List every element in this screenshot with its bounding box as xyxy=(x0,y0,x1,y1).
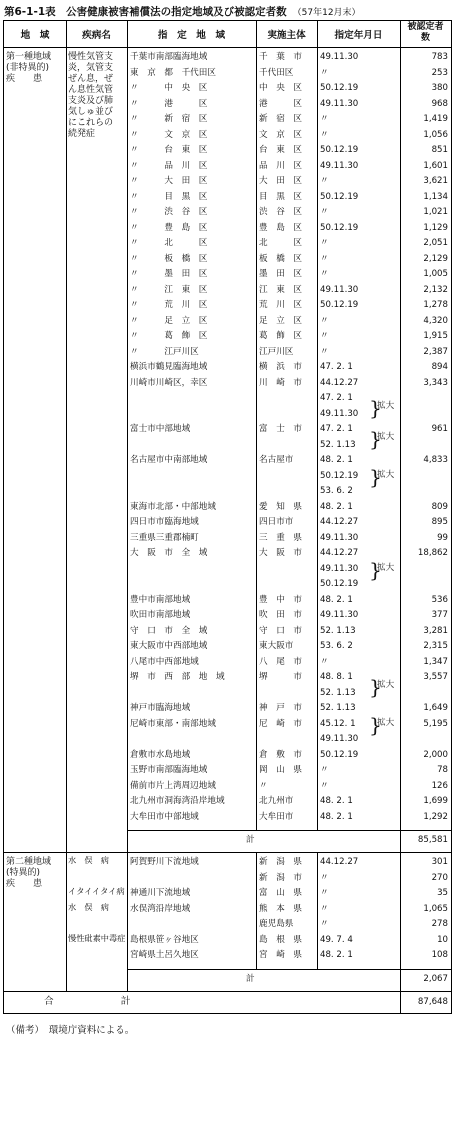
header-disease: 疾病名 xyxy=(82,30,111,41)
count-cell: 809 xyxy=(431,501,448,512)
count-cell: 2,129 xyxy=(423,253,448,264)
date-cell: 50.12.19 xyxy=(320,222,359,233)
header-count: 被認定者 数 xyxy=(407,22,453,43)
date-cell: 〃 xyxy=(320,253,329,264)
column-rule xyxy=(66,21,67,991)
table-title: 第6-1-1表 公害健康被害補償法の指定地域及び被認定者数 （57年12月末） xyxy=(4,6,361,18)
date-cell: 〃 xyxy=(320,129,329,140)
count-cell: 18,862 xyxy=(417,548,448,558)
area-cell: 川崎市川崎区，幸区 xyxy=(130,377,208,388)
date-cell: 49.11.30 xyxy=(320,734,359,744)
area-cell: 備前市片上湾周辺地域 xyxy=(130,780,216,791)
area-cell: 神通川下流地域 xyxy=(130,888,191,898)
count-cell: 2,000 xyxy=(423,749,448,760)
date-cell: 45.12. 1 xyxy=(320,718,356,729)
group-divider xyxy=(4,852,451,853)
body-cell: 渋 谷 区 xyxy=(259,207,302,217)
date-cell: 48. 8. 1 xyxy=(320,672,353,682)
body-cell: 神 戸 市 xyxy=(259,703,302,713)
footnote: （備考） 環境庁資料による。 xyxy=(6,1024,135,1036)
count-cell: 2,051 xyxy=(423,238,448,248)
area-cell: 〃 渋 谷 区 xyxy=(130,207,208,217)
count-cell: 78 xyxy=(437,765,448,775)
group1-subtotal: 85,581 xyxy=(417,835,448,845)
body-cell: 名古屋市 xyxy=(259,455,294,465)
expansion-label: 拡大 xyxy=(377,470,395,481)
count-cell: 278 xyxy=(431,919,448,929)
body-cell: 中 央 区 xyxy=(259,83,302,93)
date-cell: 48. 2. 1 xyxy=(320,594,353,605)
count-cell: 3,621 xyxy=(423,176,448,186)
area-cell: 阿賀野川下流地域 xyxy=(130,857,199,867)
area-cell: 倉敷市水島地域 xyxy=(130,749,191,760)
date-cell: 49.11.30 xyxy=(320,52,359,62)
count-cell: 783 xyxy=(431,52,448,62)
count-cell: 2,315 xyxy=(423,641,448,651)
count-cell: 3,281 xyxy=(423,625,448,636)
column-rule xyxy=(317,21,318,830)
body-cell: 新 潟 県 xyxy=(259,857,302,867)
date-cell: 50.12.19 xyxy=(320,470,359,481)
count-cell: 253 xyxy=(431,67,448,78)
count-cell: 1,915 xyxy=(423,331,448,341)
area-cell: 大 阪 市 全 域 xyxy=(130,548,208,558)
area-cell: 神戸市臨海地域 xyxy=(130,703,191,713)
data-table xyxy=(3,20,452,1014)
count-cell: 35 xyxy=(437,888,448,898)
body-cell: 宮 崎 県 xyxy=(259,950,302,960)
total-label: 合 計 xyxy=(44,995,131,1007)
date-cell: 44.12.27 xyxy=(320,857,359,867)
date-cell: 〃 xyxy=(320,67,329,78)
body-cell: 江戸川区 xyxy=(259,346,294,357)
group2-label-line: 第二種地域 xyxy=(6,857,52,867)
date-cell: 50.12.19 xyxy=(320,579,359,589)
area-cell: 水俣湾沿岸地域 xyxy=(130,903,191,914)
body-cell: 四日市市 xyxy=(259,517,294,527)
group1-subtotal-rule xyxy=(127,830,451,831)
area-cell: 横浜市鶴見臨海地域 xyxy=(130,362,208,372)
area-cell: 宮崎県土呂久地区 xyxy=(130,950,199,960)
date-cell: 〃 xyxy=(320,346,329,357)
count-cell: 968 xyxy=(431,98,448,109)
count-cell: 1,649 xyxy=(423,703,448,713)
body-cell: 港 区 xyxy=(259,98,302,109)
group1-disease-line: ぜん息，ぜ xyxy=(68,74,114,84)
body-cell: 葛 飾 区 xyxy=(259,331,302,341)
count-cell: 1,134 xyxy=(423,191,448,202)
date-cell: 〃 xyxy=(320,315,329,326)
area-cell: 守 口 市 全 域 xyxy=(130,625,208,636)
brace-mark: } xyxy=(369,465,382,490)
area-cell: 〃 北 区 xyxy=(130,238,208,248)
area-cell: 堺 市 西 部 地 域 xyxy=(130,672,225,682)
date-cell: 49.11.30 xyxy=(320,284,359,295)
date-cell: 50.12.19 xyxy=(320,145,359,155)
date-cell: 48. 2. 1 xyxy=(320,455,353,465)
count-cell: 2,132 xyxy=(423,284,448,295)
area-cell: 〃 葛 飾 区 xyxy=(130,331,208,341)
area-cell: 四日市市臨海地域 xyxy=(130,517,199,527)
header-area: 指 定 地 域 xyxy=(157,30,226,41)
area-cell: 東大阪市中西部地域 xyxy=(130,641,208,651)
area-cell: 〃 文 京 区 xyxy=(130,129,208,140)
date-cell: 44.12.27 xyxy=(320,548,359,558)
body-cell: 熊 本 県 xyxy=(259,903,302,914)
area-cell: 〃 荒 川 区 xyxy=(130,300,208,310)
group1-label-line: (非特異的) xyxy=(6,63,50,73)
date-cell: 49.11.30 xyxy=(320,408,359,419)
date-cell: 48. 2. 1 xyxy=(320,950,353,960)
disease-cell: 慢性砒素中毒症 xyxy=(68,932,126,943)
date-cell: 〃 xyxy=(320,903,329,914)
area-cell: 〃 中 央 区 xyxy=(130,83,208,93)
date-cell: 49.11.30 xyxy=(320,98,359,109)
header-rule xyxy=(4,47,451,48)
group1-label-line: 第一種地域 xyxy=(6,52,52,62)
date-cell: 50.12.19 xyxy=(320,300,359,310)
group2-label-line: (特異的) xyxy=(6,868,41,878)
count-cell: 1,129 xyxy=(423,222,448,233)
body-cell: 豊 島 区 xyxy=(259,222,302,233)
count-cell: 10 xyxy=(437,934,448,945)
group1-label-line: 疾 患 xyxy=(6,74,43,84)
count-cell: 1,601 xyxy=(423,160,448,171)
column-rule xyxy=(127,21,128,991)
area-cell: 〃 新 宿 区 xyxy=(130,114,208,124)
group2-subtotal: 2,067 xyxy=(423,973,448,984)
body-cell: 東大阪市 xyxy=(259,641,294,651)
body-cell: 江 東 区 xyxy=(259,284,302,295)
area-cell: 〃 港 区 xyxy=(130,98,208,109)
date-cell: 〃 xyxy=(320,780,329,791)
count-cell: 5,195 xyxy=(423,718,448,729)
date-cell: 52. 1.13 xyxy=(320,703,356,713)
area-cell: 〃 品 川 区 xyxy=(130,160,208,171)
date-cell: 47. 2. 1 xyxy=(320,362,353,372)
count-cell: 99 xyxy=(437,532,448,543)
date-cell: 48. 2. 1 xyxy=(320,796,353,806)
area-cell: 尼崎市東部・南部地域 xyxy=(130,718,216,729)
count-cell: 2,387 xyxy=(423,346,448,357)
disease-cell: イタイイタイ病 xyxy=(68,886,125,896)
count-cell: 3,343 xyxy=(423,377,448,388)
group1-disease-line: 炎，気管支 xyxy=(68,63,114,73)
body-cell: 富 山 県 xyxy=(259,888,302,898)
date-cell: 〃 xyxy=(320,207,329,217)
date-cell: 53. 6. 2 xyxy=(320,641,353,651)
body-cell: 目 黒 区 xyxy=(259,191,302,202)
date-cell: 52. 1.13 xyxy=(320,439,356,450)
count-cell: 108 xyxy=(431,950,448,960)
body-cell: 尼 崎 市 xyxy=(259,718,302,729)
date-cell: 50.12.19 xyxy=(320,749,359,760)
count-cell: 380 xyxy=(431,83,448,93)
count-cell: 4,320 xyxy=(423,315,448,326)
area-cell: 〃 台 東 区 xyxy=(130,145,208,155)
expansion-label: 拡大 xyxy=(377,718,395,729)
area-cell: 〃 江戸川区 xyxy=(130,346,199,357)
count-cell: 377 xyxy=(431,610,448,620)
header-region: 地 域 xyxy=(20,30,50,41)
area-cell: 千葉市南部臨海地域 xyxy=(130,52,208,62)
area-cell: 〃 江 東 区 xyxy=(130,284,208,295)
count-cell: 895 xyxy=(431,517,448,527)
body-cell: 品 川 区 xyxy=(259,160,302,171)
area-cell: 富士市中部地域 xyxy=(130,424,191,434)
body-cell: 墨 田 区 xyxy=(259,269,302,279)
date-cell: 48. 2. 1 xyxy=(320,811,353,822)
group1-disease-line: 続発症 xyxy=(68,129,96,139)
body-cell: 新 潟 市 xyxy=(259,872,302,883)
expansion-label: 拡大 xyxy=(377,431,395,442)
date-cell: 48. 2. 1 xyxy=(320,501,353,512)
area-cell: 玉野市南部臨海地域 xyxy=(130,765,208,775)
count-cell: 1,021 xyxy=(423,207,448,217)
date-cell: 〃 xyxy=(320,765,329,775)
body-cell: 千代田区 xyxy=(259,67,294,78)
area-cell: 〃 板 橋 区 xyxy=(130,253,208,264)
area-cell: 大牟田市中部地域 xyxy=(130,811,199,822)
date-cell: 52. 1.13 xyxy=(320,625,356,636)
count-cell: 1,292 xyxy=(423,811,448,822)
date-cell: 49.11.30 xyxy=(320,532,359,543)
body-cell: 〃 xyxy=(259,780,268,791)
group1-subtotal-label: 計 xyxy=(246,835,255,845)
count-cell: 851 xyxy=(431,145,448,155)
title-note: （57年12月末） xyxy=(292,8,361,18)
date-cell: 〃 xyxy=(320,331,329,341)
count-cell: 1,005 xyxy=(423,269,448,279)
brace-mark: } xyxy=(369,558,382,583)
body-cell: 川 崎 市 xyxy=(259,377,302,388)
area-cell: 〃 豊 島 区 xyxy=(130,222,208,233)
body-cell: 鹿児島県 xyxy=(259,919,294,929)
date-cell: 〃 xyxy=(320,269,329,279)
group2-subtotal-rule xyxy=(127,969,451,970)
count-cell: 3,557 xyxy=(423,672,448,682)
date-cell: 〃 xyxy=(320,919,329,929)
area-cell: 東 京 都 千代田区 xyxy=(130,67,216,78)
body-cell: 守 口 市 xyxy=(259,625,302,636)
date-cell: 〃 xyxy=(320,656,329,667)
total-rule xyxy=(4,991,451,992)
date-cell: 49.11.30 xyxy=(320,610,359,620)
date-cell: 〃 xyxy=(320,114,329,124)
column-rule xyxy=(317,852,318,969)
area-cell: 三重県三重郡楠町 xyxy=(130,532,199,543)
body-cell: 新 宿 区 xyxy=(259,114,302,124)
body-cell: 八 尾 市 xyxy=(259,656,302,667)
header-date: 指定年月日 xyxy=(334,30,383,41)
date-cell: 53. 6. 2 xyxy=(320,486,353,496)
count-cell: 961 xyxy=(431,424,448,434)
area-cell: 吹田市南部地域 xyxy=(130,610,191,620)
brace-mark: } xyxy=(369,395,382,420)
area-cell: 〃 墨 田 区 xyxy=(130,269,208,279)
group1-disease-line: にこれらの xyxy=(68,118,114,128)
date-cell: 49.11.30 xyxy=(320,563,359,574)
group1-disease-line: ん息性気管 xyxy=(68,85,114,95)
body-cell: 豊 中 市 xyxy=(259,594,302,605)
body-cell: 岡 山 県 xyxy=(259,765,302,775)
date-cell: 〃 xyxy=(320,238,329,248)
body-cell: 富 士 市 xyxy=(259,424,302,434)
date-cell: 〃 xyxy=(320,176,329,186)
expansion-label: 拡大 xyxy=(377,563,395,574)
area-cell: 豊中市南部地域 xyxy=(130,594,191,605)
date-cell: 〃 xyxy=(320,872,329,883)
brace-mark: } xyxy=(369,674,382,699)
body-cell: 北 区 xyxy=(259,238,302,248)
count-cell: 270 xyxy=(431,872,448,883)
brace-mark: } xyxy=(369,713,382,738)
column-rule xyxy=(256,21,257,830)
area-cell: 島根県笹ヶ谷地区 xyxy=(130,934,199,945)
body-cell: 荒 川 区 xyxy=(259,300,302,310)
date-cell: 44.12.27 xyxy=(320,517,359,527)
count-cell: 301 xyxy=(431,857,448,867)
body-cell: 足 立 区 xyxy=(259,315,302,326)
body-cell: 吹 田 市 xyxy=(259,610,302,620)
area-cell: 八尾市中西部地域 xyxy=(130,656,199,667)
area-cell: 北九州市洞海湾沿岸地域 xyxy=(130,796,225,806)
group1-disease-line: 支炎及び肺 xyxy=(68,96,114,106)
body-cell: 文 京 区 xyxy=(259,129,302,140)
date-cell: 50.12.19 xyxy=(320,191,359,202)
body-cell: 横 浜 市 xyxy=(259,362,302,372)
date-cell: 47. 2. 1 xyxy=(320,393,353,403)
count-cell: 1,278 xyxy=(423,300,448,310)
area-cell: 〃 足 立 区 xyxy=(130,315,208,326)
count-cell: 894 xyxy=(431,362,448,372)
body-cell: 倉 敷 市 xyxy=(259,749,302,760)
body-cell: 大 田 区 xyxy=(259,176,302,186)
brace-mark: } xyxy=(369,426,382,451)
group1-disease-line: 慢性気管支 xyxy=(68,52,114,62)
disease-cell: 水 俣 病 xyxy=(68,901,109,912)
area-cell: 名古屋市中南部地域 xyxy=(130,455,208,465)
count-cell: 1,419 xyxy=(423,114,448,124)
count-cell: 1,056 xyxy=(423,129,448,140)
body-cell: 三 重 県 xyxy=(259,532,302,543)
body-cell: 千 葉 市 xyxy=(259,52,302,62)
body-cell: 堺 市 xyxy=(259,672,302,682)
count-cell: 536 xyxy=(431,594,448,605)
date-cell: 49.11.30 xyxy=(320,160,359,171)
area-cell: 東海市北部・中部地域 xyxy=(130,501,216,512)
total-value: 87,648 xyxy=(417,996,448,1007)
count-cell: 1,347 xyxy=(423,656,448,667)
body-cell: 板 橋 区 xyxy=(259,253,302,264)
column-rule xyxy=(256,852,257,969)
group2-label-line: 疾 患 xyxy=(6,879,43,889)
group2-subtotal-label: 計 xyxy=(246,973,255,984)
body-cell: 大牟田市 xyxy=(259,811,294,822)
count-cell: 1,065 xyxy=(423,903,448,914)
date-cell: 〃 xyxy=(320,888,329,898)
group1-disease-line: 気しゅ並び xyxy=(68,107,114,117)
area-cell: 〃 大 田 区 xyxy=(130,176,208,186)
date-cell: 47. 2. 1 xyxy=(320,424,353,434)
disease-cell: 水 俣 病 xyxy=(68,855,109,865)
body-cell: 大 阪 市 xyxy=(259,548,302,558)
body-cell: 台 東 区 xyxy=(259,145,302,155)
header-body: 実施主体 xyxy=(267,30,306,41)
date-cell: 44.12.27 xyxy=(320,377,359,388)
date-cell: 49. 7. 4 xyxy=(320,934,353,945)
date-cell: 52. 1.13 xyxy=(320,687,356,698)
expansion-label: 拡大 xyxy=(377,679,395,690)
column-rule xyxy=(400,21,401,1013)
expansion-label: 拡大 xyxy=(377,400,395,411)
date-cell: 50.12.19 xyxy=(320,83,359,93)
count-cell: 4,833 xyxy=(423,455,448,465)
count-cell: 1,699 xyxy=(423,796,448,806)
body-cell: 北九州市 xyxy=(259,796,294,806)
count-cell: 126 xyxy=(431,780,448,791)
area-cell: 〃 目 黒 区 xyxy=(130,191,208,202)
body-cell: 島 根 県 xyxy=(259,934,302,945)
body-cell: 愛 知 県 xyxy=(259,501,302,512)
